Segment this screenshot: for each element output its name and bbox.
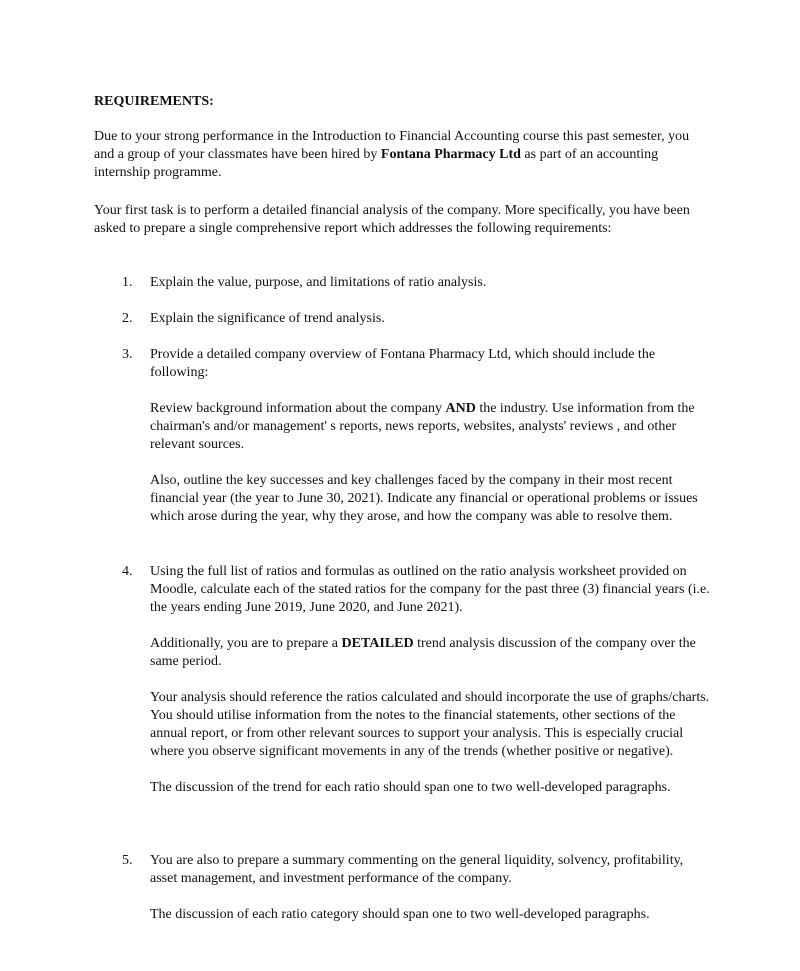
item-text: Explain the value, purpose, and limitations of ratio analysis. xyxy=(150,275,487,290)
intro-text-after: as part of an accounting internship programme. xyxy=(94,147,659,180)
intro-paragraph xyxy=(94,128,709,182)
company-name: Fontana Pharmacy Ltd xyxy=(380,147,521,162)
emphasis-text: DETAILED xyxy=(341,636,414,651)
item-paragraph-2 xyxy=(150,635,710,671)
item-paragraph-2 xyxy=(150,400,710,454)
task-paragraph: Your first task is to perform a detailed financial analysis of the company. More specifically, you have been asked to prepare a single comprehensive report which addresses the following requirements: xyxy=(94,203,690,236)
item-paragraph-4: The discussion of the trend for each ratio should span one to two well-developed paragraphs. xyxy=(150,780,671,795)
item-paragraph-3: Your analysis should reference the ratios calculated and should incorporate the use of graphs/charts. You should utilise information from the notes to the financial statements, other sections of the annual report, or from other relevant sources to support your analysis. This is especially crucial where you observe significant movements in any of the trends (whether positive or negative). xyxy=(150,690,710,759)
item-paragraph-3: Also, outline the key successes and key challenges faced by the company in their most recent financial year (the year to June 30, 2021). Indicate any financial or operational problems or issues which arose during the year, why they arose, and how the company was able to resolve them. xyxy=(150,473,698,524)
intro-text-before: Due to your strong performance in the Introduction to Financial Accounting course this past semester, you and a group of your classmates have been hired by xyxy=(94,129,690,162)
item-number: 3. xyxy=(122,347,133,362)
item-number: 5. xyxy=(122,853,133,868)
item-number: 2. xyxy=(122,311,133,326)
item-number: 1. xyxy=(122,275,133,290)
item-text: Provide a detailed company overview of Fontana Pharmacy Ltd, which should include the following: xyxy=(150,347,656,380)
item-number: 4. xyxy=(122,564,133,579)
item-text: You are also to prepare a summary commenting on the general liquidity, solvency, profitability, asset management, and investment performance of the company. xyxy=(150,853,684,886)
text-segment: Additionally, you are to prepare a xyxy=(150,636,342,651)
page-heading: REQUIREMENTS: xyxy=(94,94,214,109)
text-segment: trend analysis discussion of the company over the same period. xyxy=(150,636,696,669)
item-text: Using the full list of ratios and formulas as outlined on the ratio analysis worksheet provided on Moodle, calculate each of the stated ratios for the company for the past three (3) financial years (i.e. the years ending June 2019, June 2020, and June 2021). xyxy=(150,564,710,615)
text-segment: Review background information about the company xyxy=(150,401,446,416)
emphasis-text: AND xyxy=(445,401,476,416)
item-text: Explain the significance of trend analysis. xyxy=(150,311,385,326)
item-paragraph-2: The discussion of each ratio category should span one to two well-developed paragraphs. xyxy=(150,907,650,922)
text-segment: the industry. Use information from the chairman's and/or management' s reports, news reports, websites, analysts' reviews , and other relevant sources. xyxy=(150,401,695,452)
